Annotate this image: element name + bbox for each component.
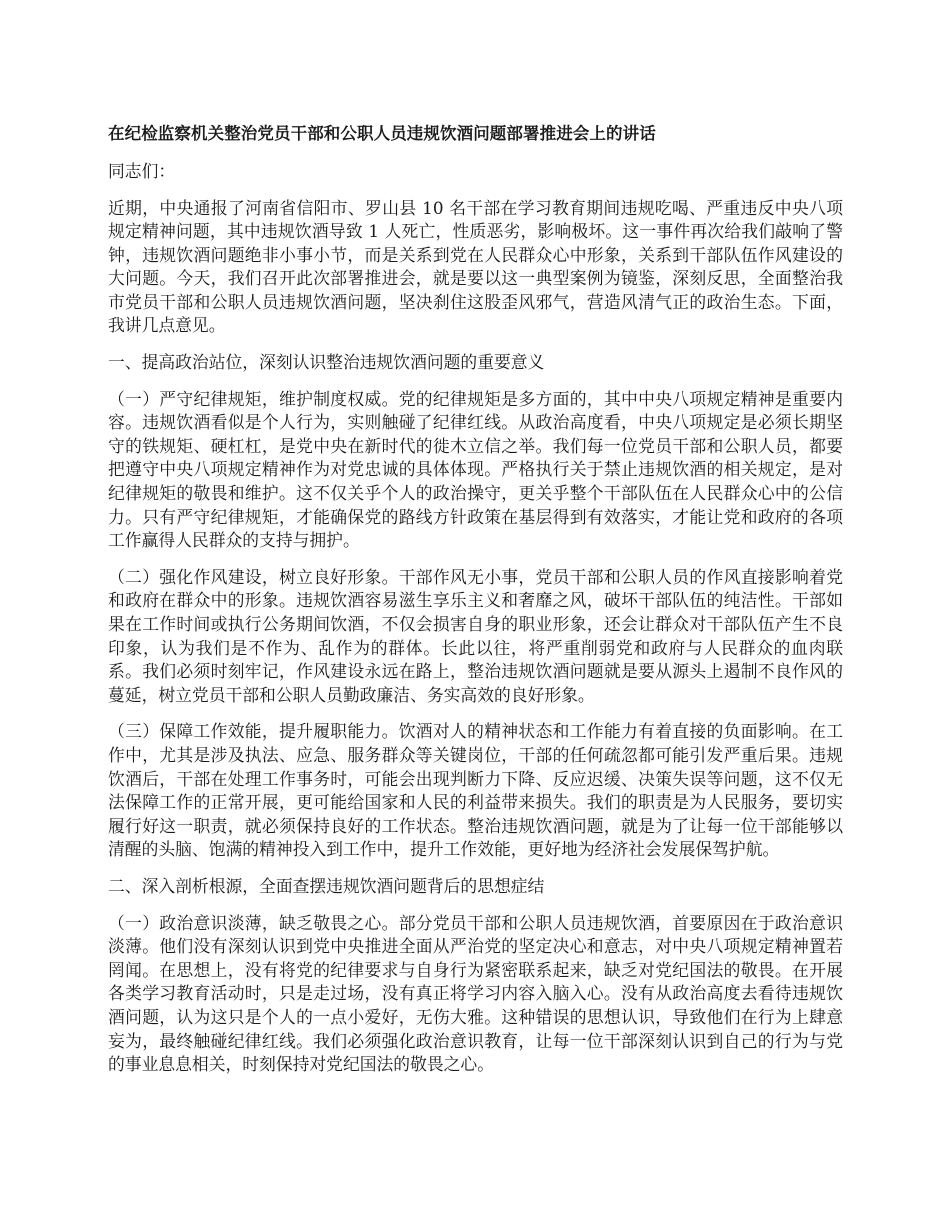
section-2-paragraph-1: （一）政治意识淡薄，缺乏敬畏之心。部分党员干部和公职人员违规饮酒，首要原因在于政治意识淡薄。他们没有深刻认识到党中央推进全面从严治党的坚定决心和意志，对中央八项规定精神置若罔闻。在思想上，没有将党的纪律要求与自身行为紧密联系起来，缺乏对党纪国法的敬畏。在开展各类学习教育活动时，只是走过场，没有真正将学习内容入脑入心。没有从政治高度去看待违规饮酒问题，认为这只是个人的一点小爱好，无伤大雅。这种错误的思想认识，导致他们在行为上肆意妄为，最终触碰纪律红线。我们必须强化政治意识教育，让每一位干部深刻认识到自己的行为与党的事业息息相关，时刻保持对党纪国法的敬畏之心。 — [108, 912, 843, 1075]
section-1-paragraph-3: （三）保障工作效能，提升履职能力。饮酒对人的精神状态和工作能力有着直接的负面影响。在工作中，尤其是涉及执法、应急、服务群众等关键岗位，干部的任何疏忽都可能引发严重后果。违规饮酒后，干部在处理工作事务时，可能会出现判断力下降、反应迟缓、决策失误等问题，这不仅无法保障工作的正常开展，更可能给国家和人民的利益带来损失。我们的职责是为人民服务，要切实履行好这一职责，就必须保持良好的工作状态。整治违规饮酒问题，就是为了让每一位干部能够以清醒的头脑、饱满的精神投入到工作中，提升工作效能，更好地为经济社会发展保驾护航。 — [108, 721, 843, 860]
section-1-paragraph-1: （一）严守纪律规矩，维护制度权威。党的纪律规矩是多方面的，其中中央八项规定精神是重要内容。违规饮酒看似是个人行为，实则触碰了纪律红线。从政治高度看，中央八项规定是必须长期坚守的铁规矩、硬杠杠，是党中央在新时代的徙木立信之举。我们每一位党员干部和公职人员，都要把遵守中央八项规定精神作为对党忠诚的具体体现。严格执行关于禁止违规饮酒的相关规定，是对纪律规矩的敬畏和维护。这不仅关乎个人的政治操守，更关乎整个干部队伍在人民群众心中的公信力。只有严守纪律规矩，才能确保党的路线方针政策在基层得到有效落实，才能让党和政府的各项工作赢得人民群众的支持与拥护。 — [108, 388, 843, 551]
section-heading-2: 二、深入剖析根源，全面查摆违规饮酒问题背后的思想症结 — [108, 875, 545, 896]
opening-paragraph: 近期，中央通报了河南省信阳市、罗山县 10 名干部在学习教育期间违规吃喝、严重违反中央八项规定精神问题，其中违规饮酒导致 1 人死亡，性质恶劣，影响极坏。这一事件再次给我们敲响了警钟，违规饮酒问题绝非小事小节，而是关系到党在人民群众心中形象，关系到干部队伍作风建设的大问题。今天，我们召开此次部署推进会，就是要以这一典型案例为镜鉴，深刻反思，全面整治我市党员干部和公职人员违规饮酒问题，坚决刹住这股歪风邪气，营造风清气正的政治生态。下面，我讲几点意见。 — [108, 197, 843, 336]
page-bottom-whitespace — [108, 1090, 843, 1100]
salutation: 同志们： — [108, 161, 176, 181]
document-title: 在纪检监察机关整治党员干部和公职人员违规饮酒问题部署推进会上的讲话 — [108, 124, 656, 143]
section-heading-1: 一、提高政治站位，深刻认识整治违规饮酒问题的重要意义 — [108, 352, 545, 373]
section-1-paragraph-2: （二）强化作风建设，树立良好形象。干部作风无小事，党员干部和公职人员的作风直接影响着党和政府在群众中的形象。违规饮酒容易滋生享乐主义和奢靡之风，破坏干部队伍的纯洁性。干部如果在工作时间或执行公务期间饮酒，不仅会损害自身的职业形象，还会让群众对干部队伍产生不良印象，认为我们是不作为、乱作为的群体。长此以往，将严重削弱党和政府与人民群众的血肉联系。我们必须时刻牢记，作风建设永远在路上，整治违规饮酒问题就是要从源头上遏制不良作风的蔓延，树立党员干部和公职人员勤政廉洁、务实高效的良好形象。 — [108, 566, 843, 705]
